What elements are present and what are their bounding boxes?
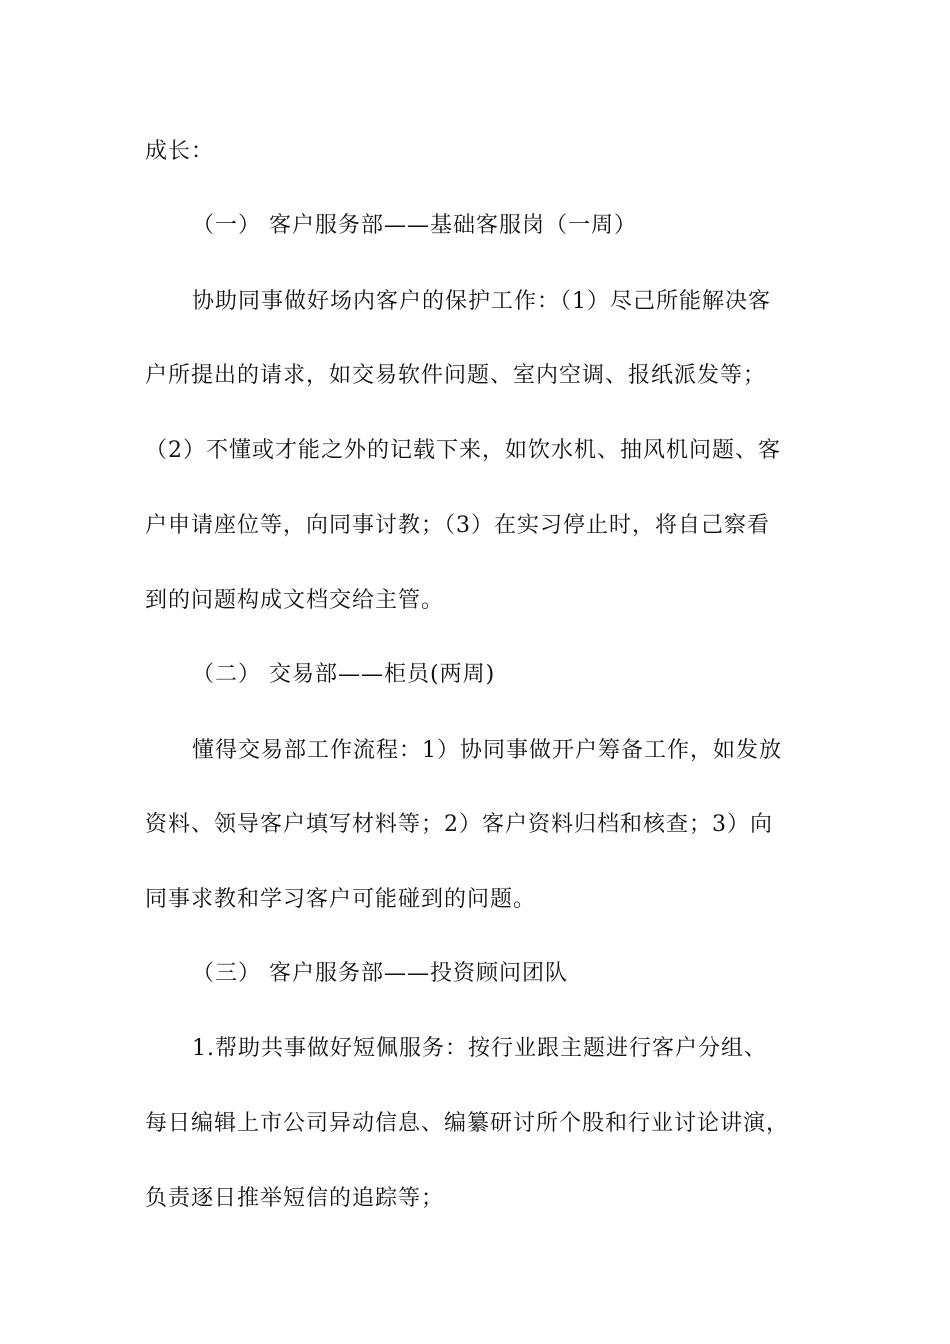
paragraph-line: 协助同事做好场内客户的保护工作：（1）尽己所能解决客 <box>192 289 771 314</box>
paragraph-line: （2）不懂或才能之外的记载下来，如饮水机、抽风机问题、客 <box>145 438 781 463</box>
paragraph-line: 户所提出的请求，如交易软件问题、室内空调、报纸派发等； <box>145 363 767 388</box>
paragraph-line: 成长： <box>145 139 215 164</box>
paragraph-line: 负责逐日推举短信的追踪等； <box>145 1186 445 1211</box>
paragraph-line: 同事求教和学习客户可能碰到的问题。 <box>145 887 537 912</box>
section-heading-1: （一） 客户服务部——基础客服岗（一周） <box>192 213 637 238</box>
paragraph-line: 到的问题构成文档交给主管。 <box>145 588 445 613</box>
paragraph-line: 户申请座位等，向同事讨教；（3）在实习停止时，将自己察看 <box>145 513 770 538</box>
section-heading-3: （三） 客户服务部——投资顾问团队 <box>192 961 568 986</box>
paragraph-line: 资料、领导客户填写材料等；2）客户资料归档和核查；3）向 <box>145 812 773 837</box>
paragraph-line: 每日编辑上市公司异动信息、编纂研讨所个股和行业讨论讲演， <box>145 1111 790 1136</box>
paragraph-line: 懂得交易部工作流程：1）协同事做开户筹备工作，如发放 <box>192 738 782 763</box>
section-heading-2: （二） 交易部——柜员(两周) <box>192 662 496 687</box>
paragraph-line: 1.帮助共事做好短佩服务：按行业跟主题进行客户分组、 <box>192 1036 767 1061</box>
